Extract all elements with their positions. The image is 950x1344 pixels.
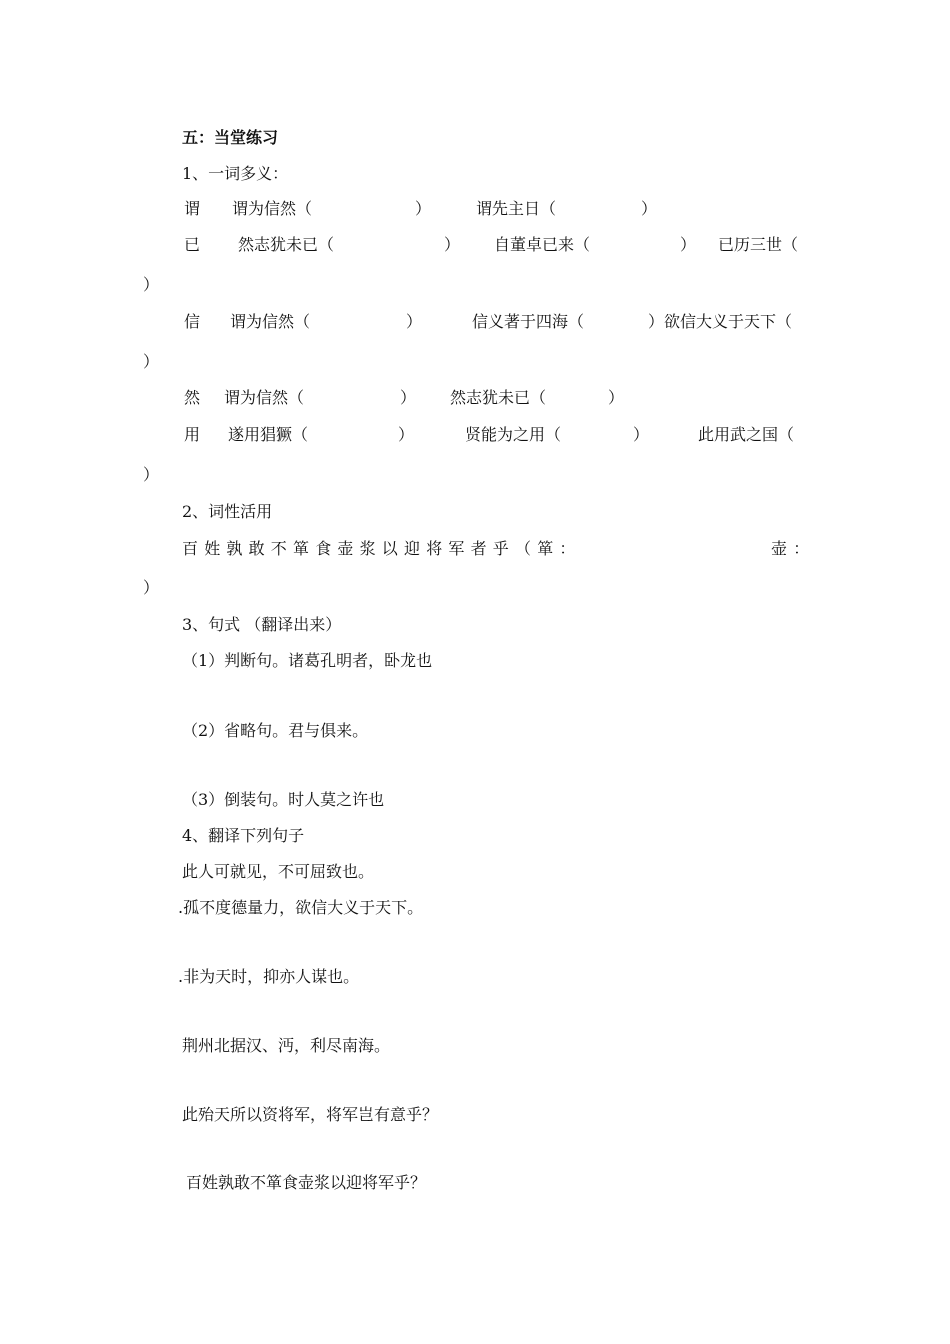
q3-item-1: （1）判断句。诸葛孔明者，卧龙也 [182,651,433,670]
q4-item-5: 此殆天所以资将军，将军岂有意乎？ [182,1105,439,1124]
word-xin-close-1: ） [406,312,423,331]
word-yi-char: 已 [184,235,201,254]
word-yong-phrase-3: 此用武之国（ [698,425,795,444]
word-yong-close-1: ） [398,425,415,444]
word-xin-phrase-1: 谓为信然（ [230,312,311,331]
q1-heading: 1、一词多义： [182,164,289,183]
word-yi-close-2: ） [680,235,697,254]
q4-item-6: 百姓孰敢不箪食壶浆以迎将军乎？ [186,1173,427,1192]
word-yong-wrap: ） [143,465,160,484]
word-wei-phrase-2: 谓先主日（ [476,199,557,218]
q4-item-2: .孤不度德量力，欲信大义于天下。 [178,898,424,917]
word-xin-char: 信 [184,312,201,331]
q2-hu: 壶： [771,539,816,558]
word-yi-phrase-2: 自董卓已来（ [494,235,591,254]
q2-sentence: 百姓孰敢不箪食壶浆以迎将军者乎（箪： [182,539,582,558]
q4-heading: 4、翻译下列句子 [182,826,305,845]
word-wei-close-2: ） [641,199,658,218]
word-ran-close-2: ） [608,388,625,407]
q2-heading: 2、词性活用 [182,502,273,521]
word-wei-phrase-1: 谓为信然（ [232,199,313,218]
word-yong-char: 用 [184,425,201,444]
q3-item-3: （3）倒装句。时人莫之许也 [182,790,385,809]
q3-item-2: （2）省略句。君与俱来。 [182,721,369,740]
word-yong-phrase-2: 贤能为之用（ [465,425,562,444]
word-yong-close-2: ） [633,425,650,444]
q3-heading: 3、句式 （翻译出来） [182,615,342,634]
q4-item-1: 此人可就见，不可屈致也。 [182,862,375,881]
word-ran-phrase-1: 谓为信然（ [224,388,305,407]
word-ran-phrase-2: 然志犹未已（ [450,388,547,407]
word-yi-wrap: ） [143,275,160,294]
section-title: 五：当堂练习 [182,128,279,147]
word-yi-close-1: ） [444,235,461,254]
word-yong-phrase-1: 遂用猖獗（ [228,425,309,444]
word-xin-phrase-2: 信义著于四海（ [472,312,585,331]
word-yi-phrase-3: 已历三世（ [718,235,799,254]
q4-item-3: .非为天时，抑亦人谋也。 [178,967,360,986]
q2-wrap: ） [143,578,160,597]
word-wei-close-1: ） [415,199,432,218]
word-ran-close-1: ） [400,388,417,407]
word-ran-char: 然 [184,388,201,407]
word-yi-phrase-1: 然志犹未已（ [238,235,335,254]
word-xin-close-2: ）欲信大义于天下（ [648,312,793,331]
word-xin-wrap: ） [143,352,160,371]
word-wei-char: 谓 [184,199,201,218]
q4-item-4: 荆州北据汉、沔，利尽南海。 [182,1036,391,1055]
